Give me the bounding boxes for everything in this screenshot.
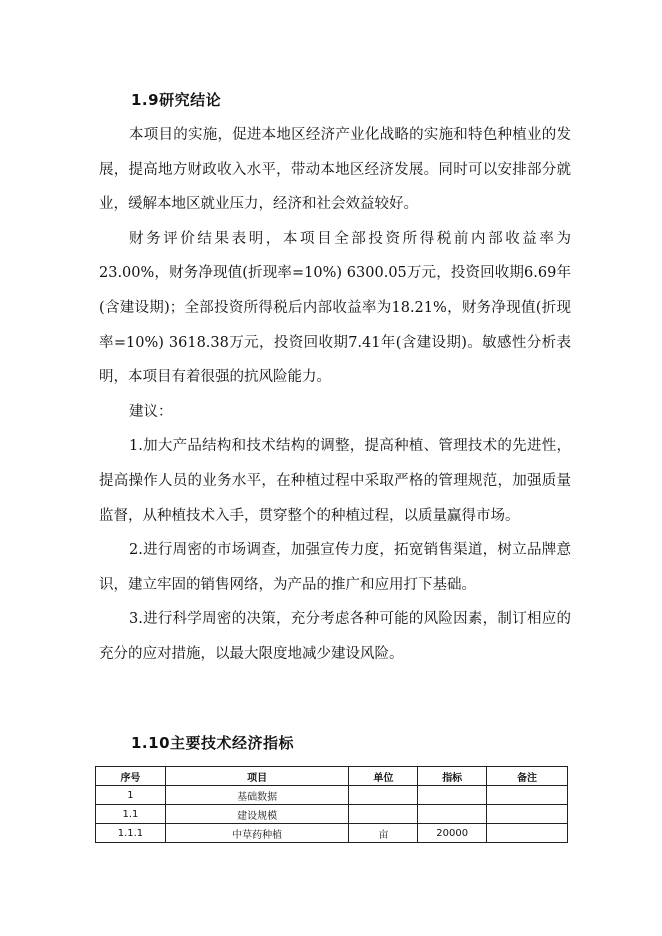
section-heading-key-indicators: 1.10主要技术经济指标	[131, 734, 295, 752]
paragraph-suggestion-2: 2.进行周密的市场调查，加强宣传力度，拓宽销售渠道，树立品牌意识，建立牢固的销售网络，为产品的推广和应用打下基础。	[99, 542, 571, 593]
research-conclusion-body	[99, 118, 571, 672]
cell-item: 建设规模	[165, 805, 349, 824]
header-unit: 单位	[349, 767, 418, 786]
header-indicator: 指标	[418, 767, 487, 786]
paragraph-suggestion-1: 1.加大产品结构和技术结构的调整，提高种植、管理技术的先进性，提高操作人员的业务水平，在种植过程中采取严格的管理规范，加强质量监督，从种植技术入手，贯穿整个的种植过程，以质量赢得市场。	[99, 438, 571, 524]
paragraph-suggestions-label: 建议：	[129, 403, 173, 420]
cell-indicator	[418, 786, 487, 805]
cell-serial-number: 1	[96, 786, 166, 805]
cell-unit	[349, 805, 418, 824]
cell-unit	[349, 786, 418, 805]
paragraph-project-benefits: 本项目的实施，促进本地区经济产业化战略的实施和特色种植业的发展，提高地方财政收入水平，带动本地区经济发展。同时可以安排部分就业，缓解本地区就业压力，经济和社会效益较好。	[99, 127, 571, 213]
cell-remarks	[487, 824, 568, 843]
cell-indicator: 20000	[418, 824, 487, 843]
header-serial-number: 序号	[96, 767, 166, 786]
paragraph-financial-evaluation: 财务评价结果表明，本项目全部投资所得税前内部收益率为23.00%，财务净现值(折现率=10%) 6300.05万元，投资回收期6.69年(含建设期)；全部投资所得税后内部收益率为18.21%，财务净现值(折现率=10%) 3618.38万元，投资回收期7.41年(含建设期)。敏感性分析表明，本项目有着很强的抗风险能力。	[99, 230, 571, 386]
header-remarks: 备注	[487, 767, 568, 786]
header-item: 项目	[165, 767, 349, 786]
cell-serial-number: 1.1.1	[96, 824, 166, 843]
cell-serial-number: 1.1	[96, 805, 166, 824]
table-row	[96, 824, 568, 843]
table-row	[96, 805, 568, 824]
table-header-row	[96, 767, 568, 786]
cell-remarks	[487, 786, 568, 805]
section-heading-research-conclusion: 1.9研究结论	[131, 91, 222, 109]
indicators-table	[95, 766, 568, 843]
table-row	[96, 786, 568, 805]
cell-indicator	[418, 805, 487, 824]
cell-remarks	[487, 805, 568, 824]
paragraph-suggestion-3: 3.进行科学周密的决策，充分考虑各种可能的风险因素，制订相应的充分的应对措施，以最大限度地减少建设风险。	[99, 611, 571, 662]
cell-item: 基础数据	[165, 786, 349, 805]
cell-unit: 亩	[349, 824, 418, 843]
cell-item: 中草药种植	[165, 824, 349, 843]
